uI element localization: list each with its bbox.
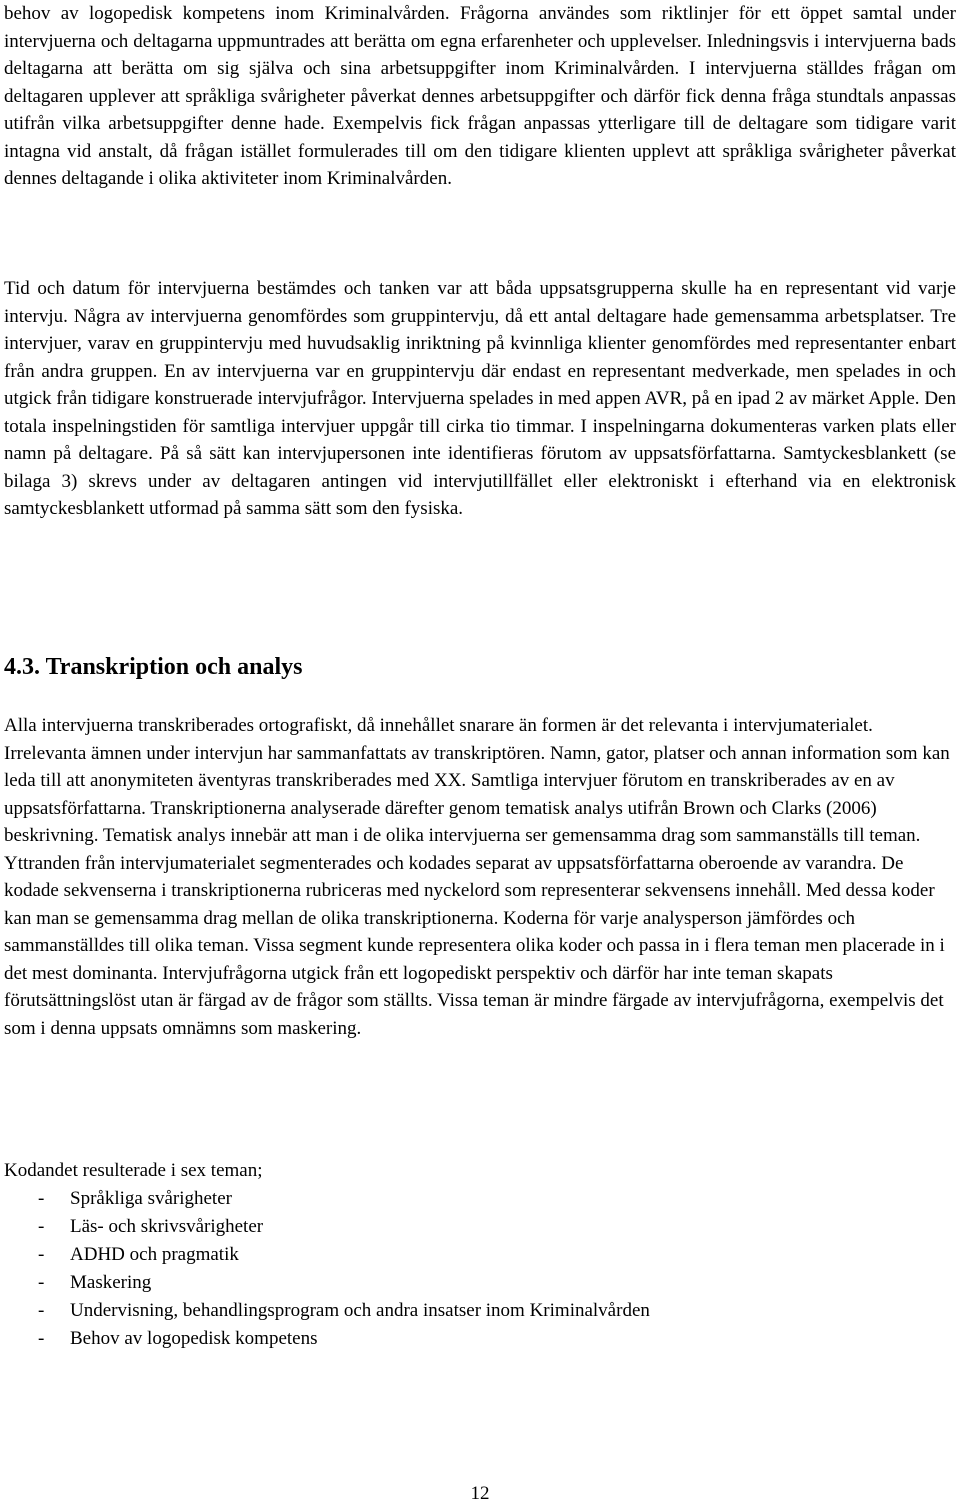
theme-label: Läs- och skrivsvårigheter — [70, 1216, 264, 1237]
list-item — [4, 1185, 650, 1213]
paragraph-interview-logistics: Tid och datum för intervjuerna bestämdes och tanken var att båda uppsatsgrupperna skulle ha en representant vid varje intervju. Några av intervjuerna genomfördes som gruppintervju, då ett antal deltagare hade gemensamma arbetsplatser. Tre intervjuer, varav en gruppintervju med huvudsaklig inriktning på kvinnliga klienter genomfördes med representanter enbart från andra gruppen. En av intervjuerna var en gruppintervju där endast en representant medverkade, men spelades in och utgick från tidigare konstruerade intervjufrågor. Intervjuerna spelades in med appen AVR, på en ipad 2 av märket Apple. Den totala inspelningstiden för samtliga intervjuer uppgår till cirka tio timmar. I inspelningarna dokumenteras varken plats eller namn på deltagare. På så sätt kan intervjupersonen inte identifieras förutom av uppsatsförfattarna. Samtyckesblankett (se bilaga 3) skrevs under av deltagaren antingen vid intervjutillfället eller elektroniskt i efterhand via en elektronisk samtyckesblankett utformad på samma sätt som den fysiska. — [4, 278, 956, 519]
list-bullet: - — [38, 1216, 45, 1237]
list-intro: Kodandet resulterade i sex teman; — [4, 1160, 263, 1181]
list-item — [4, 1297, 650, 1325]
list-bullet: - — [38, 1188, 45, 1209]
list-bullet: - — [38, 1328, 45, 1349]
theme-label: ADHD och pragmatik — [70, 1244, 239, 1265]
theme-label: Språkliga svårigheter — [70, 1188, 232, 1209]
paragraph-transcription-analysis: Alla intervjuerna transkriberades ortografiskt, då innehållet snarare än formen är det relevanta i intervjumaterialet. Irrelevanta ämnen under intervjun har sammanfattats av transkriptören. Namn, gator, platser och annan information som kan leda till att anonymiteten äventyras transkriberades med XX. Samtliga intervjuer förutom en transkriberades av en av uppsatsförfattarna. Transkriptionerna analyserade därefter genom tematisk analys utifrån Brown och Clarks (2006) beskrivning. Tematisk analys innebär att man i de olika intervjuerna ser gemensamma drag som sammanställs till teman. Yttranden från intervjumaterialet segmenterades och kodades separat av uppsatsförfattarna oberoende av varandra. De kodade sekvenserna i transkriptionerna rubriceras med nyckelord som representerar sekvensens innehåll. Med dessa koder kan man se gemensamma drag mellan de olika transkriptionerna. Koderna för varje analysperson jämfördes och sammanställdes till olika teman. Vissa segment kunde representera olika koder och passa in i flera teman men placerade in i det mest dominanta. Intervjufrågorna utgick från ett logopediskt perspektiv och därför har inte teman skapats förutsättningslöst utan är färgad av de frågor som ställts. Vissa teman är mindre färgade av intervjufrågorna, exempelvis det som i denna uppsats omnämns som maskering. — [4, 715, 950, 1039]
list-bullet: - — [38, 1300, 45, 1321]
list-item — [4, 1213, 650, 1241]
page-number: 12 — [470, 1483, 490, 1504]
list-bullet: - — [38, 1272, 45, 1293]
theme-label: Undervisning, behandlingsprogram och andra insatser inom Kriminalvården — [70, 1300, 650, 1321]
paragraph-interview-procedure: behov av logopedisk kompetens inom Kriminalvården. Frågorna användes som riktlinjer för ett öppet samtal under intervjuerna och deltagarna uppmuntrades att berätta om egna erfarenheter och upplevelser. Inledningsvis i intervjuerna bads deltagarna att berätta om sig själva och sina arbetsuppgifter inom Kriminalvården. I intervjuerna ställdes frågan om deltagaren upplever att språkliga svårigheter påverkat dennes arbetsuppgifter och därför fick denna fråga stundtals anpassas utifrån vilka arbetsuppgifter denne hade. Exempelvis fick frågan anpassas ytterligare till de deltagare som tidigare varit intagna vid anstalt, då frågan istället formulerades till om den tidigare klienten upplevt att språkliga svårigheter påverkat dennes deltagande i olika aktiviteter inom Kriminalvården. — [4, 3, 956, 189]
list-item — [4, 1325, 650, 1353]
section-heading: 4.3. Transkription och analys — [4, 654, 303, 680]
themes-list — [4, 1185, 650, 1353]
theme-label: Behov av logopedisk kompetens — [70, 1328, 318, 1349]
list-bullet: - — [38, 1244, 45, 1265]
list-item — [4, 1241, 650, 1269]
theme-label: Maskering — [70, 1272, 152, 1293]
list-item — [4, 1269, 650, 1297]
